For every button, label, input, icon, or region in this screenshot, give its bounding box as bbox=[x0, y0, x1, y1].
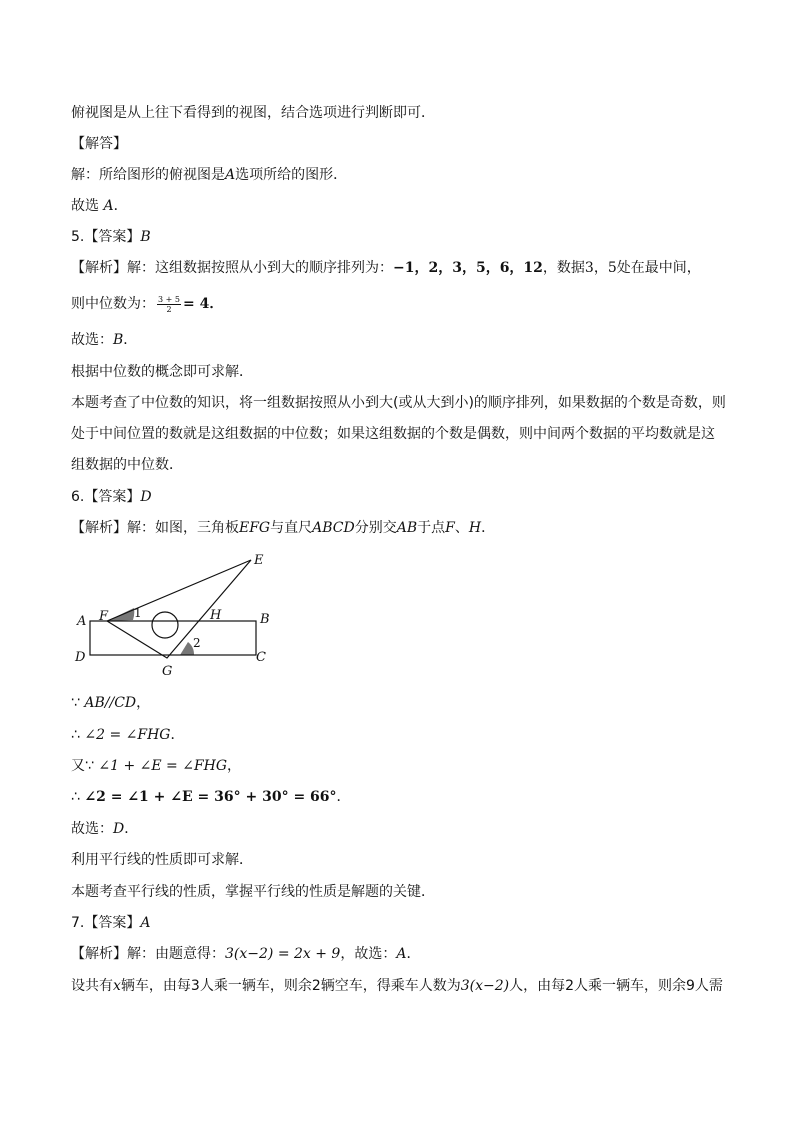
label-B: B bbox=[260, 612, 270, 627]
section-heading bbox=[71, 134, 127, 154]
text-line bbox=[71, 725, 184, 745]
text-line bbox=[71, 103, 435, 123]
label-2: 2 bbox=[193, 636, 201, 650]
text-segment: ∴ bbox=[71, 727, 85, 743]
text-line bbox=[71, 362, 253, 382]
fraction-denominator: 2 bbox=[166, 304, 172, 314]
text-segment: 【解析】解：如图，三角板 bbox=[71, 520, 239, 536]
triangle-efg bbox=[107, 560, 251, 658]
text-line bbox=[71, 165, 347, 185]
math-variable: x bbox=[113, 978, 121, 994]
math-variable: A bbox=[140, 915, 151, 931]
math-expression: ∠1 + ∠E = ∠FHG bbox=[98, 758, 228, 774]
math-variable: B bbox=[140, 229, 151, 245]
text-segment: 6.【答案】 bbox=[71, 489, 141, 505]
text-segment: 人，由每2人乘一辆车，则余9人需 bbox=[509, 978, 723, 994]
math-variable: A bbox=[225, 167, 236, 183]
math-expression: AB//CD bbox=[84, 695, 137, 711]
ruler-hole bbox=[152, 612, 178, 638]
text-segment: ， bbox=[227, 758, 242, 774]
math-number: 3 bbox=[584, 260, 594, 276]
math-expression: 3(x−2) bbox=[460, 978, 510, 994]
math-expression: ∠2 = ∠FHG bbox=[84, 727, 171, 743]
math-variable: A bbox=[396, 946, 407, 962]
math-variable: D bbox=[113, 821, 125, 837]
math-expression: = 4． bbox=[182, 296, 224, 312]
text-line bbox=[71, 819, 138, 839]
text-segment: 与直尺 bbox=[270, 520, 313, 536]
label-C: C bbox=[256, 650, 266, 665]
geometry-figure bbox=[70, 548, 280, 680]
text-segment: 利用平行线的性质即可求解． bbox=[71, 852, 253, 868]
text-segment: 本题考查了中位数的知识，将一组数据按照从小到大(或从大到小)的顺序排列，如果数据的个数是奇数，则 bbox=[71, 395, 726, 411]
label-1: 1 bbox=[134, 606, 142, 620]
text-line bbox=[71, 976, 723, 996]
text-line bbox=[71, 518, 495, 538]
text-line bbox=[71, 850, 253, 870]
text-segment: ． bbox=[481, 520, 496, 536]
math-variable: A bbox=[103, 198, 114, 214]
ruler-triangle-diagram bbox=[70, 548, 280, 680]
text-segment: 辆车，由每3人乘一辆车，则余2辆空车，得乘车人数为 bbox=[120, 978, 461, 994]
math-number: 5 bbox=[607, 260, 617, 276]
math-variable: B bbox=[113, 332, 124, 348]
math-variable: EFG bbox=[239, 520, 271, 536]
text-segment: 故选： bbox=[71, 332, 113, 348]
fraction-numerator: 3 + 5 bbox=[158, 294, 180, 304]
text-segment: 、 bbox=[454, 520, 469, 536]
text-segment: 则中位数为： bbox=[71, 296, 155, 312]
label-A: A bbox=[77, 614, 87, 629]
math-expression: −1，2，3，5，6，12 bbox=[393, 260, 543, 276]
text-segment: 设共有 bbox=[71, 978, 113, 994]
label-F: F bbox=[99, 609, 109, 624]
text-line bbox=[71, 756, 241, 776]
text-segment: ． bbox=[113, 198, 128, 214]
text-segment: 5.【答案】 bbox=[71, 229, 141, 245]
text-segment: 【解答】 bbox=[71, 136, 127, 152]
text-line bbox=[71, 787, 351, 807]
text-segment: 处于中间位置的数就是这组数据的中位数；如果这组数据的个数是偶数，则中间两个数据的平均数就是这 bbox=[71, 426, 715, 442]
text-segment: 组数据的中位数． bbox=[71, 457, 183, 473]
answer-line bbox=[71, 913, 150, 933]
angle-2-mark bbox=[180, 642, 194, 655]
math-variable: H bbox=[468, 520, 482, 536]
math-expression: ∠2 = ∠1 + ∠E = 36° + 30° = 66° bbox=[84, 789, 337, 805]
math-expression: 3(x−2) = 2x + 9 bbox=[225, 946, 341, 962]
text-segment: ，数据 bbox=[542, 260, 585, 276]
text-segment: 7.【答案】 bbox=[71, 915, 141, 931]
text-segment: ， bbox=[593, 260, 608, 276]
text-segment: 解：所给图形的俯视图是 bbox=[71, 167, 225, 183]
text-segment: ． bbox=[336, 789, 351, 805]
label-G: G bbox=[162, 664, 173, 679]
text-segment: ． bbox=[406, 946, 421, 962]
text-segment: 选项所给的图形． bbox=[235, 167, 348, 183]
math-variable: D bbox=[140, 489, 152, 505]
text-line bbox=[71, 330, 137, 350]
text-segment: ∵ bbox=[71, 695, 85, 711]
label-H: H bbox=[210, 608, 222, 623]
text-line bbox=[71, 693, 150, 713]
text-segment: ， bbox=[136, 695, 151, 711]
text-line bbox=[71, 393, 726, 413]
text-line bbox=[71, 455, 183, 475]
text-line bbox=[71, 196, 128, 216]
math-variable: AB bbox=[396, 520, 418, 536]
text-segment: ． bbox=[123, 332, 138, 348]
text-segment: 分别交 bbox=[354, 520, 397, 536]
text-segment: ． bbox=[124, 821, 139, 837]
label-D: D bbox=[75, 650, 86, 665]
text-line bbox=[71, 882, 435, 902]
text-segment: 【解析】解：由题意得： bbox=[71, 946, 225, 962]
text-segment: ，故选： bbox=[340, 946, 397, 962]
text-line bbox=[71, 424, 715, 444]
math-variable: F bbox=[445, 520, 455, 536]
text-segment: 俯视图是从上往下看得到的视图，结合选项进行判断即可． bbox=[71, 105, 435, 121]
text-segment: 处在最中间， bbox=[616, 260, 701, 276]
text-segment: 又∵ bbox=[71, 758, 99, 774]
math-variable: ABCD bbox=[312, 520, 355, 536]
text-segment: 于点 bbox=[417, 520, 446, 536]
fraction bbox=[157, 295, 181, 314]
text-segment: 本题考查平行线的性质，掌握平行线的性质是解题的关键． bbox=[71, 884, 435, 900]
text-line bbox=[71, 258, 701, 278]
text-segment: ∴ bbox=[71, 789, 85, 805]
text-segment: 故选： bbox=[71, 821, 113, 837]
text-line bbox=[71, 294, 223, 314]
text-segment: 【解析】解：这组数据按照从小到大的顺序排列为： bbox=[71, 260, 393, 276]
text-segment: 根据中位数的概念即可求解． bbox=[71, 364, 253, 380]
text-segment: 故选 bbox=[71, 198, 99, 214]
text-segment: ． bbox=[170, 727, 185, 743]
answer-line bbox=[71, 487, 152, 507]
label-E: E bbox=[254, 553, 264, 568]
answer-line bbox=[71, 227, 151, 247]
text-line bbox=[71, 944, 420, 964]
